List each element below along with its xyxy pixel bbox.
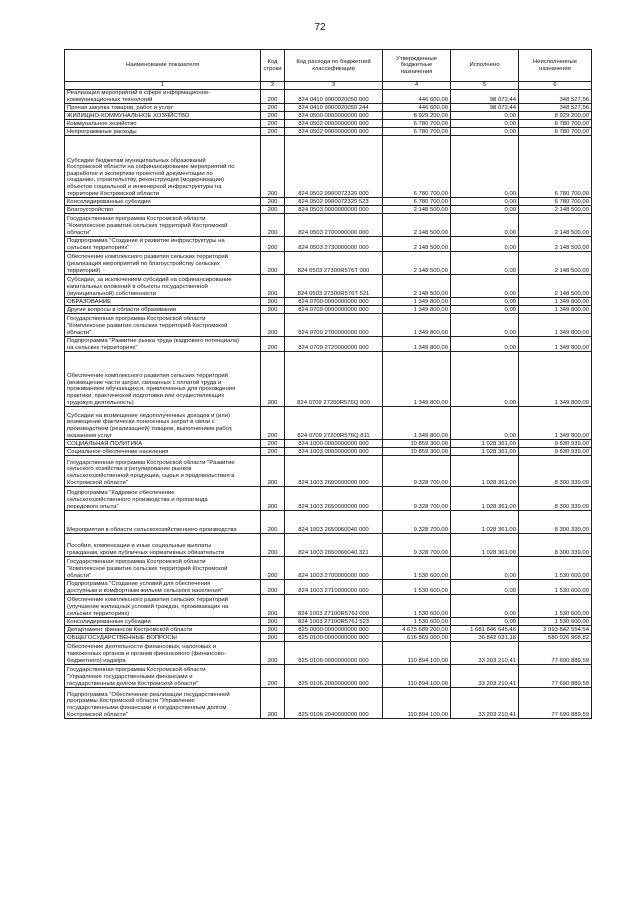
row-executed: 36 842 031,18 xyxy=(451,634,519,642)
row-executed: 33 203 210,41 xyxy=(451,688,519,719)
row-code: 200 xyxy=(261,665,285,688)
row-remaining: 1 530 600,00 xyxy=(519,595,592,618)
row-code: 200 xyxy=(261,618,285,626)
row-name: Субсидии, за исключением субсидий на софинансирование капитальных вложений в объекты государственной (муниципальной) собственности xyxy=(65,275,261,298)
row-code: 200 xyxy=(261,136,285,198)
row-kbk: 824 1003 2650000000 000 xyxy=(285,487,383,511)
row-code: 200 xyxy=(261,511,285,534)
table-row xyxy=(65,511,592,534)
row-executed: 0,00 xyxy=(451,298,519,306)
row-kbk: 824 0503 2730000000 000 xyxy=(285,237,383,252)
row-executed: 1 028 361,00 xyxy=(451,456,519,487)
row-name: Непрограммные расходы xyxy=(65,128,261,136)
column-header: Наименование показателя xyxy=(65,50,261,82)
row-name: Благоустройство xyxy=(65,206,261,214)
row-name: Реализация мероприятий в сфере информационно- коммуникационных технологий xyxy=(65,90,261,104)
row-kbk: 824 1000 0000000000 000 xyxy=(285,440,383,448)
row-executed: 0,00 xyxy=(451,306,519,314)
row-approved: 10 859 300,00 xyxy=(383,440,451,448)
row-name: Государственная программа Костромской области "Комплексное развитие сельских территорий Костромской области" xyxy=(65,557,261,580)
row-remaining: 2 148 500,00 xyxy=(519,275,592,298)
row-code: 200 xyxy=(261,580,285,595)
row-remaining: 8 929 200,00 xyxy=(519,112,592,120)
row-kbk: 824 0502 0000000000 000 xyxy=(285,120,383,128)
row-executed: 1 028 361,00 xyxy=(451,511,519,534)
row-name: ОБРАЗОВАНИЕ xyxy=(65,298,261,306)
row-approved: 6 780 700,00 xyxy=(383,120,451,128)
column-number: 6 xyxy=(519,82,592,90)
row-approved: 1 349 800,00 xyxy=(383,337,451,352)
row-remaining: 6 780 700,00 xyxy=(519,128,592,136)
row-executed: 1 028 361,00 xyxy=(451,440,519,448)
row-kbk: 824 1003 2600000000 000 xyxy=(285,456,383,487)
row-approved: 6 780 700,00 xyxy=(383,136,451,198)
column-header: Неисполненные назначения xyxy=(519,50,592,82)
row-kbk: 824 0503 2700000000 000 xyxy=(285,214,383,237)
row-executed: 0,00 xyxy=(451,595,519,618)
row-executed: 1 028 361,00 xyxy=(451,487,519,511)
row-kbk: 825 0106 0000000000 000 xyxy=(285,642,383,665)
row-name: Подпрограмма "Кадровое обеспечение сельскохозяйственного производства и пропаганда передового опыта" xyxy=(65,487,261,511)
row-executed: 0,00 xyxy=(451,198,519,206)
row-code: 200 xyxy=(261,298,285,306)
table-row xyxy=(65,642,592,665)
row-kbk: 824 0410 9900020050 244 xyxy=(285,104,383,112)
row-name: Государственная программа Костромской области "Комплексное развитие сельских территорий Костромской области" xyxy=(65,314,261,337)
row-code: 200 xyxy=(261,306,285,314)
row-approved: 1 530 600,00 xyxy=(383,618,451,626)
row-approved: 1 349 800,00 xyxy=(383,298,451,306)
table-row xyxy=(65,128,592,136)
row-approved: 1 349 800,00 xyxy=(383,306,451,314)
column-number: 3 xyxy=(285,82,383,90)
row-kbk: 824 1003 2650060040 000 xyxy=(285,511,383,534)
row-code: 200 xyxy=(261,407,285,440)
row-name: ОБЩЕГОСУДАРСТВЕННЫЕ ВОПРОСЫ xyxy=(65,634,261,642)
row-name: Подпрограмма "Создание условий для обеспечения доступным и комфортным жильем сельского населения" xyxy=(65,580,261,595)
column-number: 2 xyxy=(261,82,285,90)
table-row xyxy=(65,120,592,128)
row-approved: 1 349 800,00 xyxy=(383,314,451,337)
row-executed: 0,00 xyxy=(451,136,519,198)
row-name: Обеспечение деятельности финансовых, налоговых и таможенных органов и органов финансового (финансово- бюджетного) надзора xyxy=(65,642,261,665)
row-name: Пособия, компенсации и иные социальные выплаты гражданам, кроме публичных нормативных обязательств xyxy=(65,534,261,557)
row-remaining: 6 780 700,00 xyxy=(519,198,592,206)
row-remaining: 8 300 339,00 xyxy=(519,534,592,557)
row-kbk: 824 1003 2650060040 321 xyxy=(285,534,383,557)
row-code: 200 xyxy=(261,634,285,642)
row-code: 200 xyxy=(261,214,285,237)
row-code: 200 xyxy=(261,448,285,456)
row-approved: 1 530 600,00 xyxy=(383,557,451,580)
row-remaining: 9 830 939,00 xyxy=(519,440,592,448)
row-code: 200 xyxy=(261,440,285,448)
row-name: Государственная программа Костромской области "Комплексное развитие сельских территорий Костромской области" xyxy=(65,214,261,237)
table-row xyxy=(65,557,592,580)
row-remaining: 1 349 800,00 xyxy=(519,298,592,306)
row-approved: 6 780 700,00 xyxy=(383,198,451,206)
row-executed: 0,00 xyxy=(451,580,519,595)
table-row xyxy=(65,104,592,112)
row-code: 200 xyxy=(261,206,285,214)
row-executed: 0,00 xyxy=(451,128,519,136)
row-name: Департамент финансов Костромской области xyxy=(65,626,261,634)
row-executed: 0,00 xyxy=(451,206,519,214)
table-row xyxy=(65,206,592,214)
table-row xyxy=(65,440,592,448)
row-code: 200 xyxy=(261,626,285,634)
row-code: 200 xyxy=(261,352,285,407)
table-row xyxy=(65,252,592,275)
row-name: Субсидии бюджетам муниципальных образований Костромской области на софинансирование мероприятий по разработке и экспертизе проектной документации по созданию, строительству, реконструкции (модернизации) объектов социальной и инженерной инфраструктуры на территории Костромской области xyxy=(65,136,261,198)
row-kbk: 825 0100 0000000000 000 xyxy=(285,634,383,642)
row-code: 200 xyxy=(261,534,285,557)
column-number: 5 xyxy=(451,82,519,90)
row-kbk: 824 1003 2710000000 000 xyxy=(285,580,383,595)
row-remaining: 2 148 500,00 xyxy=(519,214,592,237)
row-remaining: 8 300 339,00 xyxy=(519,487,592,511)
column-number-row xyxy=(65,82,592,90)
row-kbk: 824 0709 27200R576Q 811 xyxy=(285,407,383,440)
row-remaining: 1 530 600,00 xyxy=(519,580,592,595)
row-approved: 110 894 100,00 xyxy=(383,642,451,665)
row-remaining: 580 026 968,82 xyxy=(519,634,592,642)
row-code: 200 xyxy=(261,314,285,337)
row-remaining: 1 349 800,00 xyxy=(519,314,592,337)
table-row xyxy=(65,634,592,642)
row-name: Обеспечение комплексного развития сельских территорий (улучшение жилищных условий граждан, проживающих на сельских территориях) xyxy=(65,595,261,618)
row-approved: 2 148 500,00 xyxy=(383,252,451,275)
row-name: Подпрограмма "Обеспечение реализации государственной программы Костромской области "Управление государственными финансами и государственным долгом Костромской области" xyxy=(65,688,261,719)
row-executed: 0,00 xyxy=(451,275,519,298)
row-remaining: 348 527,56 xyxy=(519,104,592,112)
row-approved: 2 148 500,00 xyxy=(383,237,451,252)
row-remaining: 9 830 939,00 xyxy=(519,448,592,456)
row-approved: 9 328 700,00 xyxy=(383,456,451,487)
row-executed: 0,00 xyxy=(451,252,519,275)
row-code: 200 xyxy=(261,557,285,580)
row-remaining: 1 349 800,00 xyxy=(519,352,592,407)
row-approved: 446 600,00 xyxy=(383,90,451,104)
table-body xyxy=(65,90,592,719)
row-approved: 2 148 500,00 xyxy=(383,206,451,214)
row-kbk: 824 0503 27300R576T 521 xyxy=(285,275,383,298)
row-kbk: 825 0000 0000000000 000 xyxy=(285,626,383,634)
row-approved: 9 328 700,00 xyxy=(383,534,451,557)
table-row xyxy=(65,595,592,618)
row-remaining: 1 349 800,00 xyxy=(519,407,592,440)
row-approved: 1 530 600,00 xyxy=(383,580,451,595)
row-remaining: 1 530 600,00 xyxy=(519,618,592,626)
row-kbk: 824 0502 9900072320 000 xyxy=(285,136,383,198)
table-row xyxy=(65,198,592,206)
table-row xyxy=(65,275,592,298)
row-approved: 8 929 200,00 xyxy=(383,112,451,120)
table-row xyxy=(65,688,592,719)
table-row xyxy=(65,90,592,104)
row-remaining: 348 527,56 xyxy=(519,90,592,104)
row-approved: 9 328 700,00 xyxy=(383,511,451,534)
row-name: Социальное обеспечение населения xyxy=(65,448,261,456)
table-row xyxy=(65,487,592,511)
row-remaining: 8 300 339,00 xyxy=(519,511,592,534)
row-remaining: 2 993 842 554,54 xyxy=(519,626,592,634)
table-row xyxy=(65,534,592,557)
row-executed: 33 203 210,41 xyxy=(451,642,519,665)
row-approved: 1 349 800,00 xyxy=(383,352,451,407)
row-approved: 6 780 700,00 xyxy=(383,128,451,136)
row-kbk: 824 0502 9900072320 523 xyxy=(285,198,383,206)
header-row xyxy=(65,50,592,82)
row-code: 200 xyxy=(261,275,285,298)
row-kbk: 824 0709 2700000000 000 xyxy=(285,314,383,337)
table-row xyxy=(65,665,592,688)
row-executed: 0,00 xyxy=(451,352,519,407)
row-name: Другие вопросы в области образования xyxy=(65,306,261,314)
row-executed: 33 203 210,41 xyxy=(451,665,519,688)
row-name: Субсидии на возмещение недополученных доходов и (или) возмещение фактически понесенных затрат в связи с производством (реализацией) товаров, выполнением работ, оказанием услуг xyxy=(65,407,261,440)
row-approved: 2 148 500,00 xyxy=(383,214,451,237)
row-executed: 0,00 xyxy=(451,407,519,440)
row-remaining: 1 349 800,00 xyxy=(519,306,592,314)
row-executed: 0,00 xyxy=(451,237,519,252)
row-code: 200 xyxy=(261,120,285,128)
table-row xyxy=(65,448,592,456)
row-code: 200 xyxy=(261,237,285,252)
row-kbk: 824 1003 2700000000 000 xyxy=(285,557,383,580)
row-name: Государственная программа Костромской области "Управление государственными финансами и государственным долгом Костромской области" xyxy=(65,665,261,688)
row-kbk: 824 0709 2720000000 000 xyxy=(285,337,383,352)
table-row xyxy=(65,407,592,440)
column-header: Исполнено xyxy=(451,50,519,82)
column-number: 4 xyxy=(383,82,451,90)
row-remaining: 2 148 500,00 xyxy=(519,252,592,275)
table-row xyxy=(65,214,592,237)
column-header: Утвержденные бюджетные назначения xyxy=(383,50,451,82)
row-code: 200 xyxy=(261,487,285,511)
table-row xyxy=(65,337,592,352)
row-name: Обеспечение комплексного развития сельских территорий (реализация мероприятий по благоустройству сельских территорий) xyxy=(65,252,261,275)
row-kbk: 824 1003 0000000000 000 xyxy=(285,448,383,456)
row-name: Подпрограмма "Развитие рынка труда (кадрового потенциала) на сельских территориях" xyxy=(65,337,261,352)
row-executed: 98 072,44 xyxy=(451,90,519,104)
row-executed: 0,00 xyxy=(451,214,519,237)
row-code: 200 xyxy=(261,128,285,136)
table-row xyxy=(65,237,592,252)
row-kbk: 824 1003 27100R576J 000 xyxy=(285,595,383,618)
row-remaining: 8 300 339,00 xyxy=(519,456,592,487)
row-remaining: 2 148 500,00 xyxy=(519,237,592,252)
row-kbk: 824 0502 9900000000 000 xyxy=(285,128,383,136)
table-row xyxy=(65,618,592,626)
row-remaining: 77 690 889,59 xyxy=(519,642,592,665)
table-row xyxy=(65,626,592,634)
table-row xyxy=(65,580,592,595)
row-executed: 98 072,44 xyxy=(451,104,519,112)
row-code: 200 xyxy=(261,198,285,206)
row-kbk: 824 1003 27100R576J 523 xyxy=(285,618,383,626)
row-kbk: 824 0709 27200R576Q 000 xyxy=(285,352,383,407)
row-kbk: 824 0503 0000000000 000 xyxy=(285,206,383,214)
row-name: Консолидированные субсидии xyxy=(65,618,261,626)
row-executed: 1 681 846 645,46 xyxy=(451,626,519,634)
row-code: 200 xyxy=(261,688,285,719)
row-approved: 9 328 700,00 xyxy=(383,487,451,511)
row-remaining: 1 530 600,00 xyxy=(519,557,592,580)
row-approved: 446 600,00 xyxy=(383,104,451,112)
budget-table xyxy=(64,49,592,719)
row-executed: 0,00 xyxy=(451,314,519,337)
row-approved: 616 869 000,00 xyxy=(383,634,451,642)
row-kbk: 824 0700 0000000000 000 xyxy=(285,298,383,306)
row-executed: 0,00 xyxy=(451,112,519,120)
row-code: 200 xyxy=(261,90,285,104)
row-remaining: 6 780 700,00 xyxy=(519,136,592,198)
row-name: СОЦИАЛЬНАЯ ПОЛИТИКА xyxy=(65,440,261,448)
table-row xyxy=(65,456,592,487)
row-name: ЖИЛИЩНО-КОММУНАЛЬНОЕ ХОЗЯЙСТВО xyxy=(65,112,261,120)
row-executed: 0,00 xyxy=(451,618,519,626)
table-row xyxy=(65,136,592,198)
row-name: Государственная программа Костромской области "Развитие сельского хозяйства и регулирование рынков сельскохозяйственной продукции, сырья и продовольствия в Костромской области" xyxy=(65,456,261,487)
row-remaining: 77 690 889,59 xyxy=(519,665,592,688)
row-kbk: 825 0106 2000000000 000 xyxy=(285,665,383,688)
row-name: Консолидированные субсидии xyxy=(65,198,261,206)
table-row xyxy=(65,306,592,314)
row-approved: 110 894 100,00 xyxy=(383,665,451,688)
row-code: 200 xyxy=(261,456,285,487)
table-row xyxy=(65,112,592,120)
table-row xyxy=(65,352,592,407)
row-code: 200 xyxy=(261,112,285,120)
row-kbk: 825 0106 2040000000 000 xyxy=(285,688,383,719)
row-remaining: 77 690 889,59 xyxy=(519,688,592,719)
row-name: Коммунальное хозяйство xyxy=(65,120,261,128)
row-executed: 0,00 xyxy=(451,120,519,128)
row-executed: 0,00 xyxy=(451,557,519,580)
page-number: 72 xyxy=(314,22,326,33)
row-approved: 10 859 300,00 xyxy=(383,448,451,456)
row-code: 200 xyxy=(261,337,285,352)
row-approved: 2 148 500,00 xyxy=(383,275,451,298)
row-code: 200 xyxy=(261,595,285,618)
row-approved: 1 349 800,00 xyxy=(383,407,451,440)
row-kbk: 824 0709 0000000000 000 xyxy=(285,306,383,314)
table-row xyxy=(65,314,592,337)
row-executed: 0,00 xyxy=(451,337,519,352)
row-approved: 1 530 600,00 xyxy=(383,595,451,618)
row-remaining: 1 349 800,00 xyxy=(519,337,592,352)
table-row xyxy=(65,298,592,306)
row-code: 200 xyxy=(261,252,285,275)
column-header: Код строки xyxy=(261,50,285,82)
row-executed: 1 028 361,00 xyxy=(451,534,519,557)
row-kbk: 824 0500 0000000000 000 xyxy=(285,112,383,120)
column-header: Код расхода по бюджетной классификации xyxy=(285,50,383,82)
row-approved: 110 894 100,00 xyxy=(383,688,451,719)
row-remaining: 2 148 500,00 xyxy=(519,206,592,214)
row-name: Обеспечение комплексного развития сельских территорий (возмещение части затрат, связанных с оплатой труда и проживанием обучающихся, привлеченных для прохождения практики, практической подготовки или осуществляющих трудовую деятельность) xyxy=(65,352,261,407)
row-kbk: 824 0410 9900020050 000 xyxy=(285,90,383,104)
row-code: 200 xyxy=(261,642,285,665)
row-name: Прочая закупка товаров, работ и услуг xyxy=(65,104,261,112)
row-name: Подпрограмма "Создание и развитие инфраструктуры на сельских территориях" xyxy=(65,237,261,252)
column-number: 1 xyxy=(65,82,261,90)
row-executed: 1 028 361,00 xyxy=(451,448,519,456)
row-approved: 4 675 689 200,00 xyxy=(383,626,451,634)
row-name: Мероприятия в области сельскохозяйственного производства xyxy=(65,511,261,534)
row-code: 200 xyxy=(261,104,285,112)
row-kbk: 824 0503 27300R576T 000 xyxy=(285,252,383,275)
row-remaining: 6 780 700,00 xyxy=(519,120,592,128)
